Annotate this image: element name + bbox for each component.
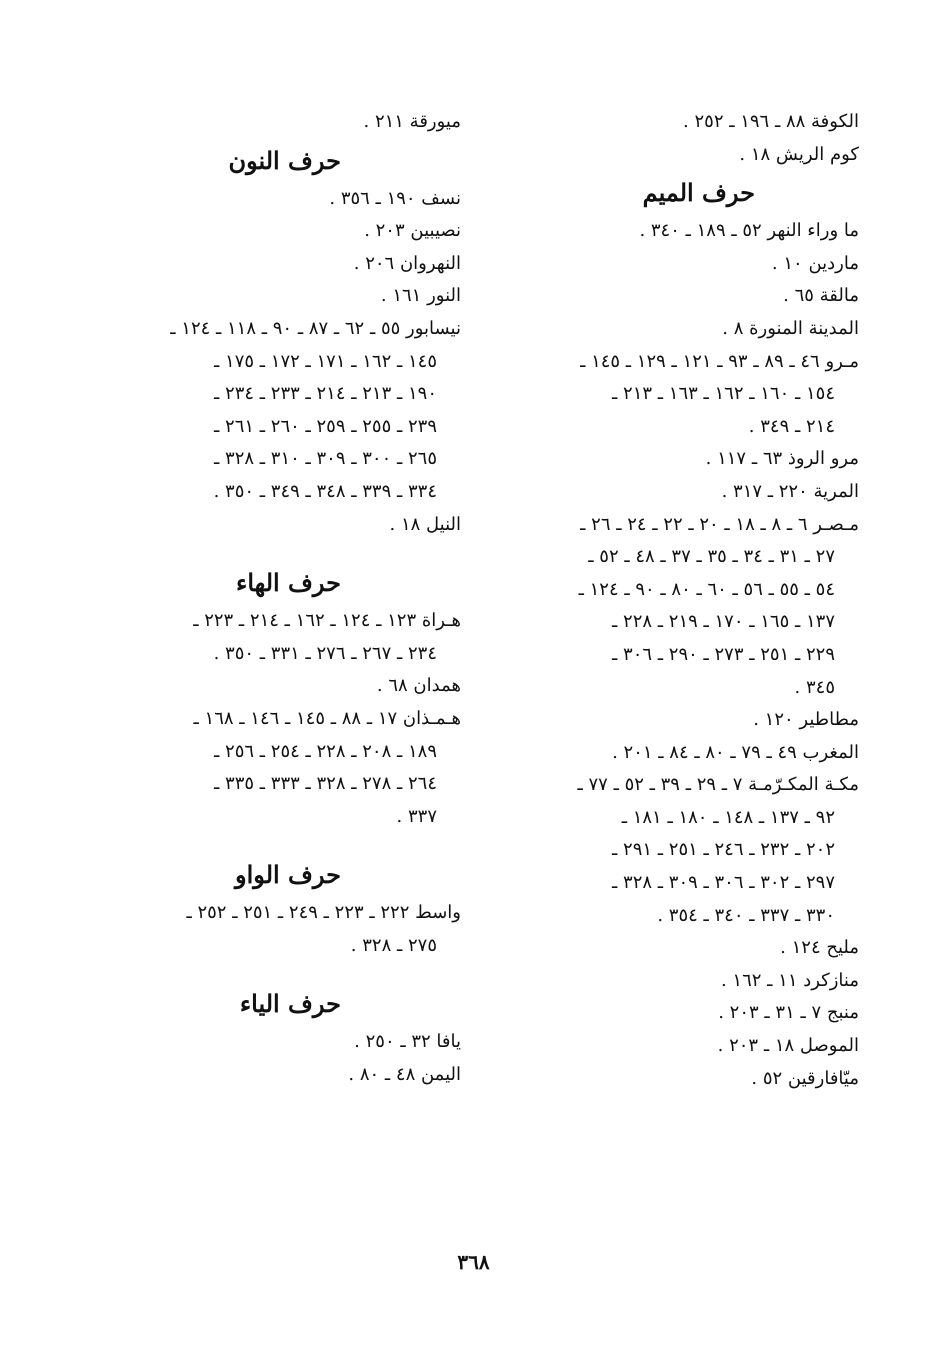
section-heading: حرف الهاء <box>236 568 341 598</box>
entry-continuation-line: ٢٦٤ ـ ٢٧٨ ـ ٣٢٨ ـ ٣٣٣ ـ ٣٣٥ ـ <box>214 773 437 795</box>
entry-continuation-line: ١٩٠ ـ ٢١٣ ـ ٢١٤ ـ ٢٣٣ ـ ٢٣٤ ـ <box>214 383 437 405</box>
index-entry <box>509 139 859 172</box>
index-entry <box>509 965 859 998</box>
section-gap <box>111 962 461 982</box>
index-entry <box>509 932 859 965</box>
entry-continuation-line: ٥٤ ـ ٥٥ ـ ٥٦ ـ ٦٠ ـ ٨٠ ـ ٩٠ ـ ١٢٤ ـ <box>578 578 835 600</box>
entry-continuation-line: ٢١٤ ـ ٣٤٩ . <box>748 415 835 437</box>
entry-line: منبج ٧ ـ ٣١ ـ ٢٠٣ . <box>718 1002 859 1024</box>
entry-line: النور ١٦١ . <box>380 285 461 307</box>
entry-continuation-line: ٣٣٠ ـ ٣٣٧ ـ ٣٤٠ ـ ٣٥٤ . <box>657 904 835 926</box>
entry-line: النهروان ٢٠٦ . <box>353 252 461 274</box>
entry-line: مطاطير ١٢٠ . <box>753 709 859 731</box>
entry-line: المدينة المنورة ٨ . <box>722 317 859 339</box>
entry-line: مالقة ٦٥ . <box>783 285 859 307</box>
entry-line: نيسابور ٥٥ ـ ٦٢ ـ ٨٧ ـ ٩٠ ـ ١١٨ ـ ١٢٤ ـ <box>170 317 461 339</box>
index-entry <box>509 769 859 932</box>
entry-line: ماردين ١٠ . <box>771 252 859 274</box>
entry-line: ميورقة ٢١١ . <box>363 111 461 132</box>
entry-continuation-line: ٢٠٢ ـ ٢٣٢ ـ ٢٤٦ ـ ٢٥١ ـ ٢٩١ ـ <box>612 839 835 861</box>
index-entry <box>111 106 461 139</box>
entry-line: هـراة ١٢٣ ـ ١٢٤ ـ ١٦٢ ـ ٢١٤ ـ ٢٢٣ ـ <box>193 610 461 632</box>
entry-continuation-line: ٢٧ ـ ٣١ ـ ٣٤ ـ ٣٥ ـ ٣٧ ـ ٤٨ ـ ٥٢ ـ <box>588 546 835 568</box>
index-column-right <box>509 106 859 1095</box>
entry-line: النيل ١٨ . <box>389 513 461 535</box>
section-heading: حرف الياء <box>239 989 341 1019</box>
entry-continuation-line: ٢٣٤ ـ ٢٦٧ ـ ٢٧٦ ـ ٣٣١ ـ ٣٥٠ . <box>213 642 437 664</box>
entry-continuation-line: ٢٣٩ ـ ٢٥٥ ـ ٢٥٩ ـ ٢٦٠ ـ ٢٦١ ـ <box>214 415 437 437</box>
entry-continuation-line: ٢٢٩ ـ ٢٥١ ـ ٢٧٣ ـ ٢٩٠ ـ ٣٠٦ ـ <box>612 643 835 665</box>
entry-continuation-line: ٣٤٥ . <box>794 676 835 698</box>
entry-line: مـصـر ٦ ـ ٨ ـ ١٨ ـ ٢٠ ـ ٢٢ ـ ٢٤ ـ ٢٦ ـ <box>580 513 859 535</box>
index-entry <box>111 605 461 670</box>
entry-line: يافا ٣٢ ـ ٢٥٠ . <box>354 1031 461 1053</box>
entry-line: مكـة المكـرّمـة ٧ ـ ٢٩ ـ ٣٩ ـ ٥٢ ـ ٧٧ ـ <box>577 774 859 796</box>
index-entry <box>111 1026 461 1059</box>
entry-continuation-line: ١٥٤ ـ ١٦٠ ـ ١٦٢ ـ ١٦٣ ـ ٢١٣ ـ <box>612 383 835 405</box>
entry-line: نسف ١٩٠ ـ ٣٥٦ . <box>329 187 461 209</box>
index-entry <box>509 248 859 281</box>
index-entry <box>509 106 859 139</box>
index-entry <box>111 703 461 833</box>
section-gap <box>111 833 461 853</box>
entry-line: كوم الريش ١٨ . <box>739 143 859 165</box>
section-heading: حرف الواو <box>235 860 341 890</box>
entry-line: الكوفة ٨٨ ـ ١٩٦ ـ ٢٥٢ . <box>683 111 859 132</box>
entry-line: واسط ٢٢٢ ـ ٢٢٣ ـ ٢٤٩ ـ ٢٥١ ـ ٢٥٢ ـ <box>186 902 461 924</box>
index-entry <box>111 509 461 542</box>
index-entry <box>111 215 461 248</box>
entry-continuation-line: ١٤٥ ـ ١٦٢ ـ ١٧١ ـ ١٧٢ ـ ١٧٥ ـ <box>214 350 437 372</box>
entry-line: مليح ١٢٤ . <box>780 937 859 959</box>
index-entry <box>509 313 859 346</box>
index-entry <box>111 313 461 509</box>
index-entry <box>509 346 859 444</box>
entry-continuation-line: ٣٣٧ . <box>396 805 437 827</box>
index-entry <box>509 1030 859 1063</box>
index-entry <box>111 897 461 962</box>
entry-line: الموصل ١٨ ـ ٢٠٣ . <box>717 1035 859 1057</box>
index-entry <box>111 183 461 216</box>
section-heading: حرف النون <box>228 145 341 175</box>
index-entry <box>509 509 859 705</box>
index-entry <box>111 280 461 313</box>
index-entry <box>509 997 859 1030</box>
entry-continuation-line: ١٣٧ ـ ١٦٥ ـ ١٧٠ ـ ٢١٩ ـ ٢٢٨ ـ <box>612 611 835 633</box>
entry-line: ما وراء النهر ٥٢ ـ ١٨٩ ـ ٣٤٠ . <box>639 220 859 242</box>
entry-line: منازكرد ١١ ـ ١٦٢ . <box>720 969 859 991</box>
entry-line: همدان ٦٨ . <box>376 675 461 697</box>
entry-line: هـمـذان ١٧ ـ ٨٨ ـ ١٤٥ ـ ١٤٦ ـ ١٦٨ ـ <box>193 707 461 729</box>
section-gap <box>111 541 461 561</box>
entry-line: نصيبين ٢٠٣ . <box>364 220 461 242</box>
index-entry <box>509 704 859 737</box>
entry-continuation-line: ١٨٩ ـ ٢٠٨ ـ ٢٢٨ ـ ٢٥٤ ـ ٢٥٦ ـ <box>214 740 437 762</box>
index-entry <box>111 670 461 703</box>
index-column-left <box>111 106 461 1092</box>
index-entry <box>509 737 859 770</box>
index-entry <box>509 1063 859 1096</box>
entry-line: مـرو ٤٦ ـ ٨٩ ـ ٩٣ ـ ١٢١ ـ ١٢٩ ـ ١٤٥ ـ <box>580 350 859 372</box>
entry-continuation-line: ٣٣٤ ـ ٣٣٩ ـ ٣٤٨ ـ ٣٤٩ ـ ٣٥٠ . <box>213 480 437 502</box>
index-entry <box>509 280 859 313</box>
section-heading: حرف الميم <box>642 178 755 208</box>
page-number: ٣٦٨ <box>457 1250 490 1274</box>
entry-continuation-line: ٢٦٥ ـ ٣٠٠ ـ ٣٠٩ ـ ٣١٠ ـ ٣٢٨ ـ <box>214 448 437 470</box>
entry-continuation-line: ٢٧٥ ـ ٣٢٨ . <box>350 934 437 956</box>
index-entry <box>509 215 859 248</box>
entry-continuation-line: ٩٢ ـ ١٣٧ ـ ١٤٨ ـ ١٨٠ ـ ١٨١ ـ <box>621 806 835 828</box>
entry-line: مرو الروذ ٦٣ ـ ١١٧ . <box>705 448 859 470</box>
entry-line: اليمن ٤٨ ـ ٨٠ . <box>348 1064 461 1086</box>
entry-line: ميّافارقين ٥٢ . <box>751 1067 859 1089</box>
index-entry <box>509 443 859 476</box>
entry-continuation-line: ٢٩٧ ـ ٣٠٢ ـ ٣٠٦ ـ ٣٠٩ ـ ٣٢٨ ـ <box>612 872 835 894</box>
index-entry <box>509 476 859 509</box>
index-entry <box>111 248 461 281</box>
entry-line: المغرب ٤٩ ـ ٧٩ ـ ٨٠ ـ ٨٤ ـ ٢٠١ . <box>612 741 859 763</box>
index-entry <box>111 1059 461 1092</box>
entry-line: المرية ٢٢٠ ـ ٣١٧ . <box>721 480 859 502</box>
